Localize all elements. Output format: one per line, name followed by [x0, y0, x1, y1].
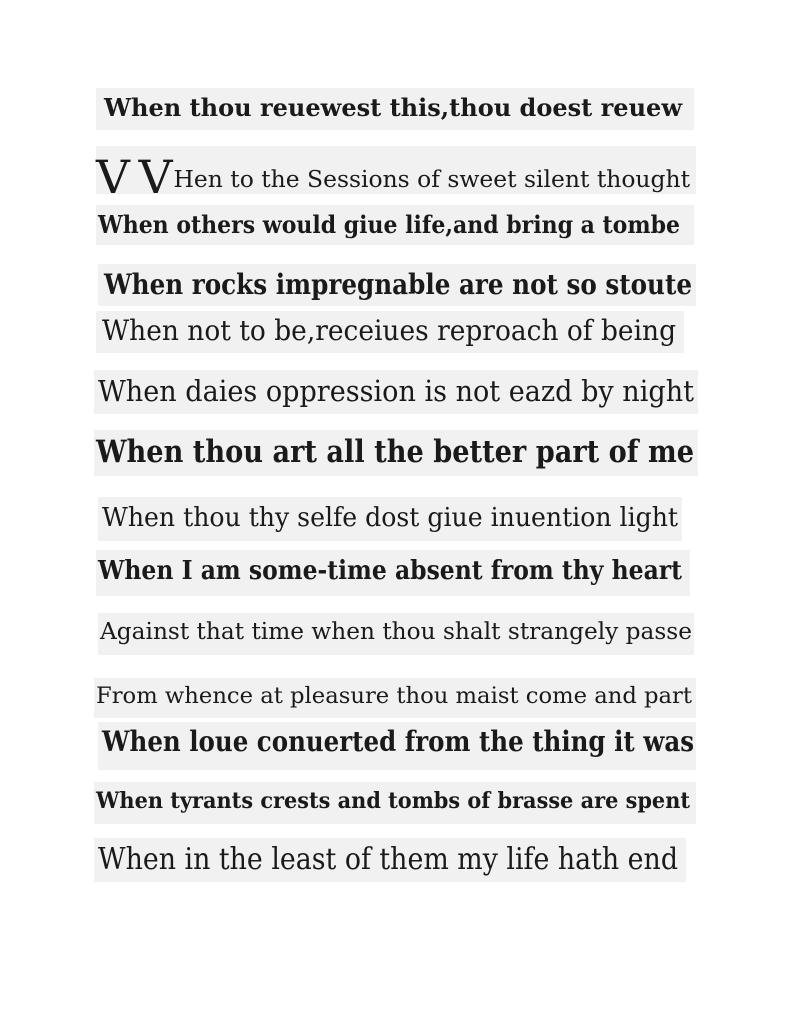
verse-line: When in the least of them my life hath end: [98, 842, 678, 877]
verse-line: Against that time when thou shalt strangely passe: [100, 619, 692, 645]
verse-line: From whence at pleasure thou maist come and part: [96, 684, 692, 709]
verse-line: When thou art all the better part of me: [96, 434, 694, 470]
verse-line: When not to be,receiues reproach of being: [102, 314, 676, 347]
verse-line: When thou thy selfe dost giue inuention light: [102, 503, 678, 533]
verse-line: When rocks impregnable are not so stoute: [104, 268, 692, 301]
verse-line: [96, 150, 690, 204]
verse-line: When tyrants crests and tombs of brasse are spent: [96, 788, 690, 814]
verse-line-text: Hen to the Sessions of sweet silent thought: [173, 167, 690, 193]
verse-line: When daies oppression is not eazd by night: [98, 374, 694, 408]
verse-line: When loue conuerted from the thing it was: [102, 725, 694, 758]
verse-line: When I am some-time absent from thy heart: [98, 556, 682, 586]
drop-capital: V V: [96, 150, 170, 204]
verse-line: When others would giue life,and bring a tombe: [98, 210, 680, 239]
verse-line: When thou reuewest this,thou doest reuew: [104, 93, 682, 122]
